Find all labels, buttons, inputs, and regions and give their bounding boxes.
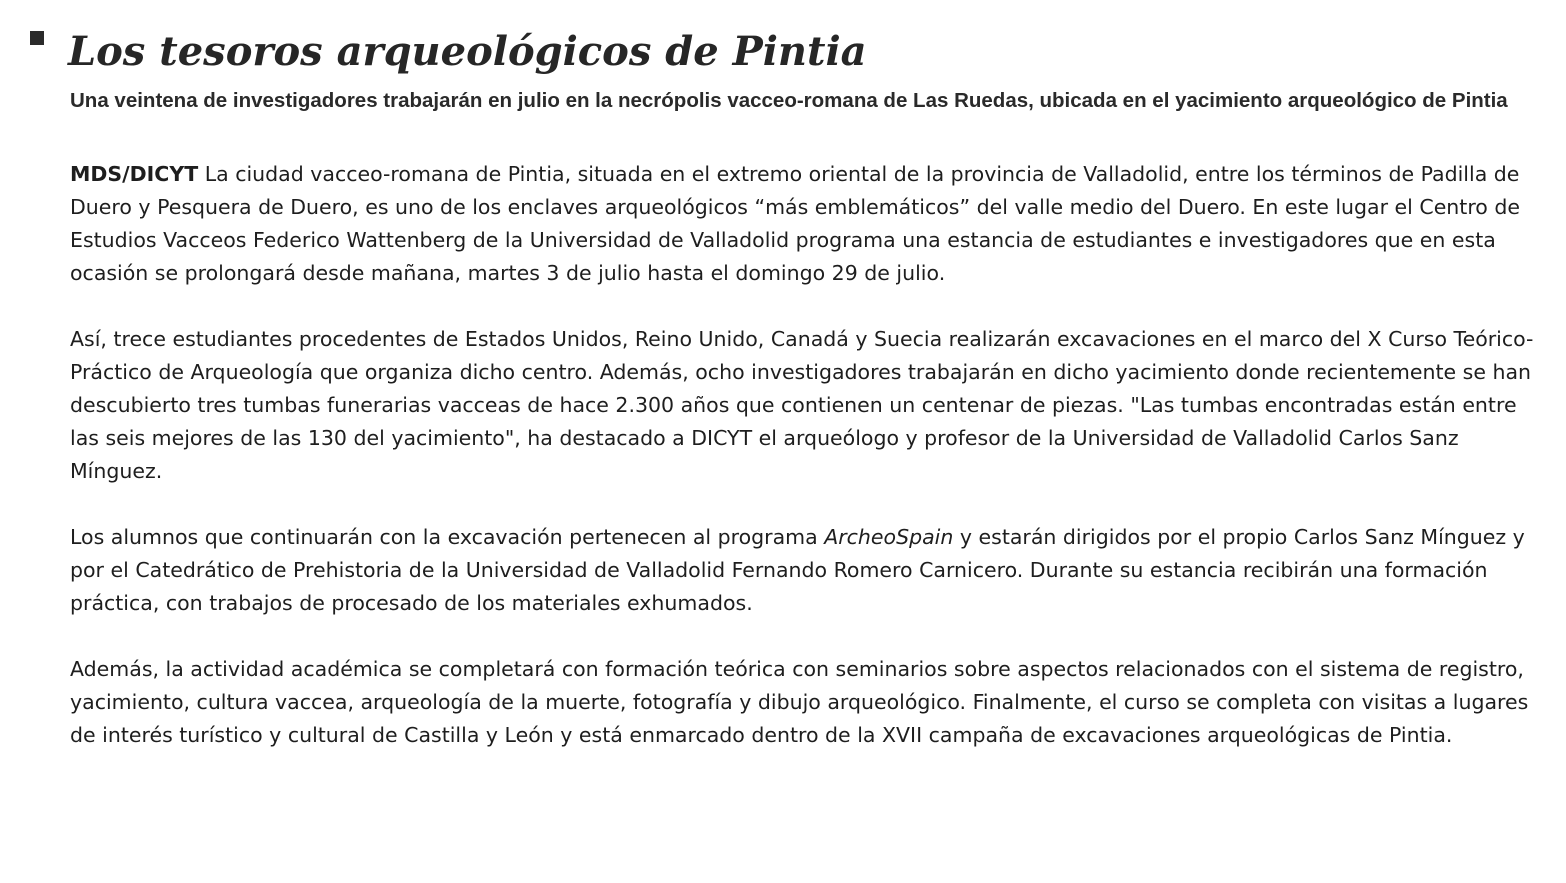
program-name: ArcheoSpain — [824, 525, 954, 549]
paragraph-3-text-start: Los alumnos que continuarán con la excavación pertenecen al programa — [70, 525, 825, 549]
article-subtitle: Una veintena de investigadores trabajarán en julio en la necrópolis vacceo-romana de Las Ruedas, ubicada en el yacimiento arqueológico de Pintia — [70, 89, 1508, 112]
paragraph-2: Así, trece estudiantes procedentes de Estados Unidos, Reino Unido, Canadá y Suecia realizarán excavaciones en el marco del X Curso Teórico-Práctico de Arqueología que organiza dicho centro. Además, ocho investigadores trabajarán en dicho yacimiento donde recientemente se han descubierto tres tumbas funerarias vacceas de hace 2.300 años que contienen un centenar de piezas. "Las tumbas encontradas están entre las seis mejores de las 130 del yacimiento", ha destacado a DICYT el arqueólogo y profesor de la Universidad de Valladolid Carlos Sanz Mínguez. — [70, 327, 1534, 483]
paragraph-4: Además, la actividad académica se completará con formación teórica con seminarios sobre aspectos relacionados con el sistema de registro, yacimiento, cultura vaccea, arqueología de la muerte, fotografía y dibujo arqueológico. Finalmente, el curso se completa con visitas a lugares de interés turístico y cultural de Castilla y León y está enmarcado dentro de la XVII campaña de excavaciones arqueológicas de Pintia. — [70, 657, 1529, 747]
article-body — [70, 158, 1540, 785]
article-title: Los tesoros arqueológicos de Pintia — [68, 28, 867, 75]
square-bullet-icon — [30, 31, 44, 45]
agency-byline: MDS/DICYT — [70, 162, 199, 186]
paragraph-3-text-end: y estarán dirigidos por el propio Carlos Sanz Mínguez y por el Catedrático de Prehistoria de la Universidad de Valladolid Fernando Romero Carnicero. Durante su estancia recibirán una formación práctica, con trabajos de procesado de los materiales exhumados. — [70, 525, 1525, 615]
paragraph-3 — [70, 521, 1540, 620]
paragraph-1 — [70, 158, 1540, 290]
paragraph-1-text: La ciudad vacceo-romana de Pintia, situada en el extremo oriental de la provincia de Valladolid, entre los términos de Padilla de Duero y Pesquera de Duero, es uno de los enclaves arqueológicos “más emblemáticos” del valle medio del Duero. En este lugar el Centro de Estudios Vacceos Federico Wattenberg de la Universidad de Valladolid programa una estancia de estudiantes e investigadores que en esta ocasión se prolongará desde mañana, martes 3 de julio hasta el domingo 29 de julio. — [70, 162, 1520, 285]
